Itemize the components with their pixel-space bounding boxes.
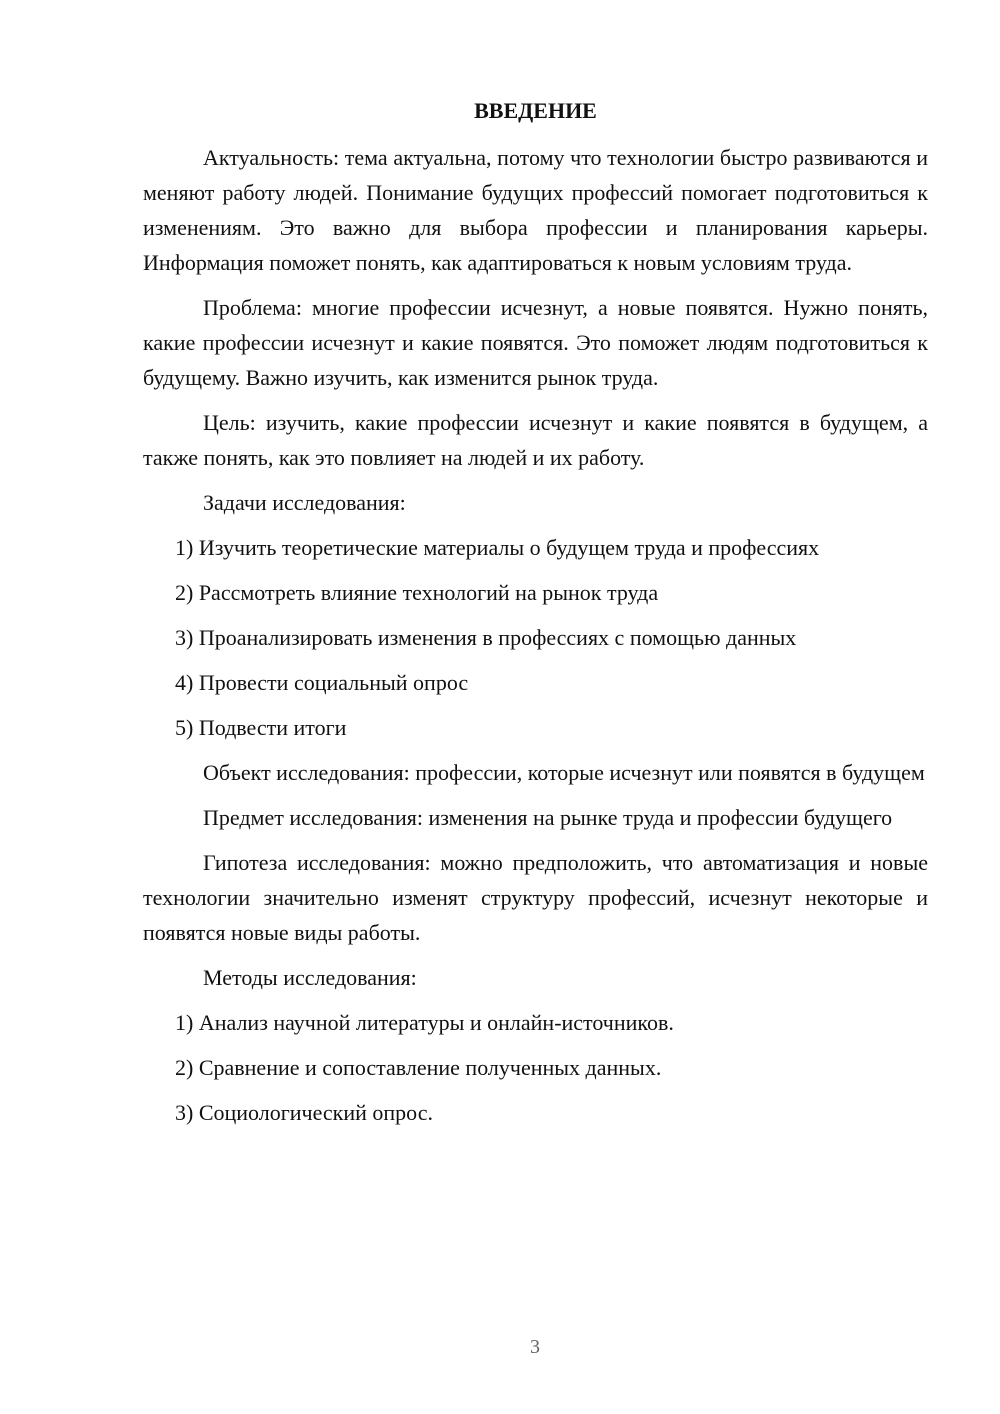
list-item: 1) Изучить теоретические материалы о будущем труда и профессиях xyxy=(175,535,820,560)
tasks-list xyxy=(143,530,928,745)
relevance-paragraph: Актуальность: тема актуальна, потому что технологии быстро развиваются и меняют работу людей. Понимание будущих профессий помогает подготовиться к изменениям. Это важно для выбора профессии и планирования карьеры. Информация поможет понять, как адаптироваться к новым условиям труда. xyxy=(143,145,928,275)
object-paragraph: Объект исследования: профессии, которые исчезнут или появятся в будущем xyxy=(203,760,925,785)
tasks-heading: Задачи исследования: xyxy=(203,490,406,515)
methods-list xyxy=(143,1005,928,1130)
list-item: 3) Проанализировать изменения в профессиях с помощью данных xyxy=(175,625,797,650)
hypothesis-paragraph: Гипотеза исследования: можно предположить, что автоматизация и новые технологии значительно изменят структуру профессий, исчезнут некоторые и появятся новые виды работы. xyxy=(143,850,928,945)
goal-paragraph: Цель: изучить, какие профессии исчезнут и какие появятся в будущем, а также понять, как это повлияет на людей и их работу. xyxy=(143,410,928,470)
list-item: 1) Анализ научной литературы и онлайн-источников. xyxy=(175,1010,674,1035)
subject-paragraph: Предмет исследования: изменения на рынке труда и профессии будущего xyxy=(203,805,893,830)
list-item: 2) Рассмотреть влияние технологий на рынок труда xyxy=(175,580,659,605)
problem-paragraph: Проблема: многие профессии исчезнут, а новые появятся. Нужно понять, какие профессии исчезнут и какие появятся. Это поможет людям подготовиться к будущему. Важно изучить, как изменится рынок труда. xyxy=(143,295,928,390)
page-content xyxy=(143,96,928,1140)
list-item: 5) Подвести итоги xyxy=(175,715,347,740)
page-number: 3 xyxy=(530,1336,540,1358)
page-title: ВВЕДЕНИЕ xyxy=(474,98,597,123)
methods-heading: Методы исследования: xyxy=(203,965,417,990)
list-item: 2) Сравнение и сопоставление полученных данных. xyxy=(175,1055,662,1080)
list-item: 3) Социологический опрос. xyxy=(175,1100,433,1125)
list-item: 4) Провести социальный опрос xyxy=(175,670,469,695)
